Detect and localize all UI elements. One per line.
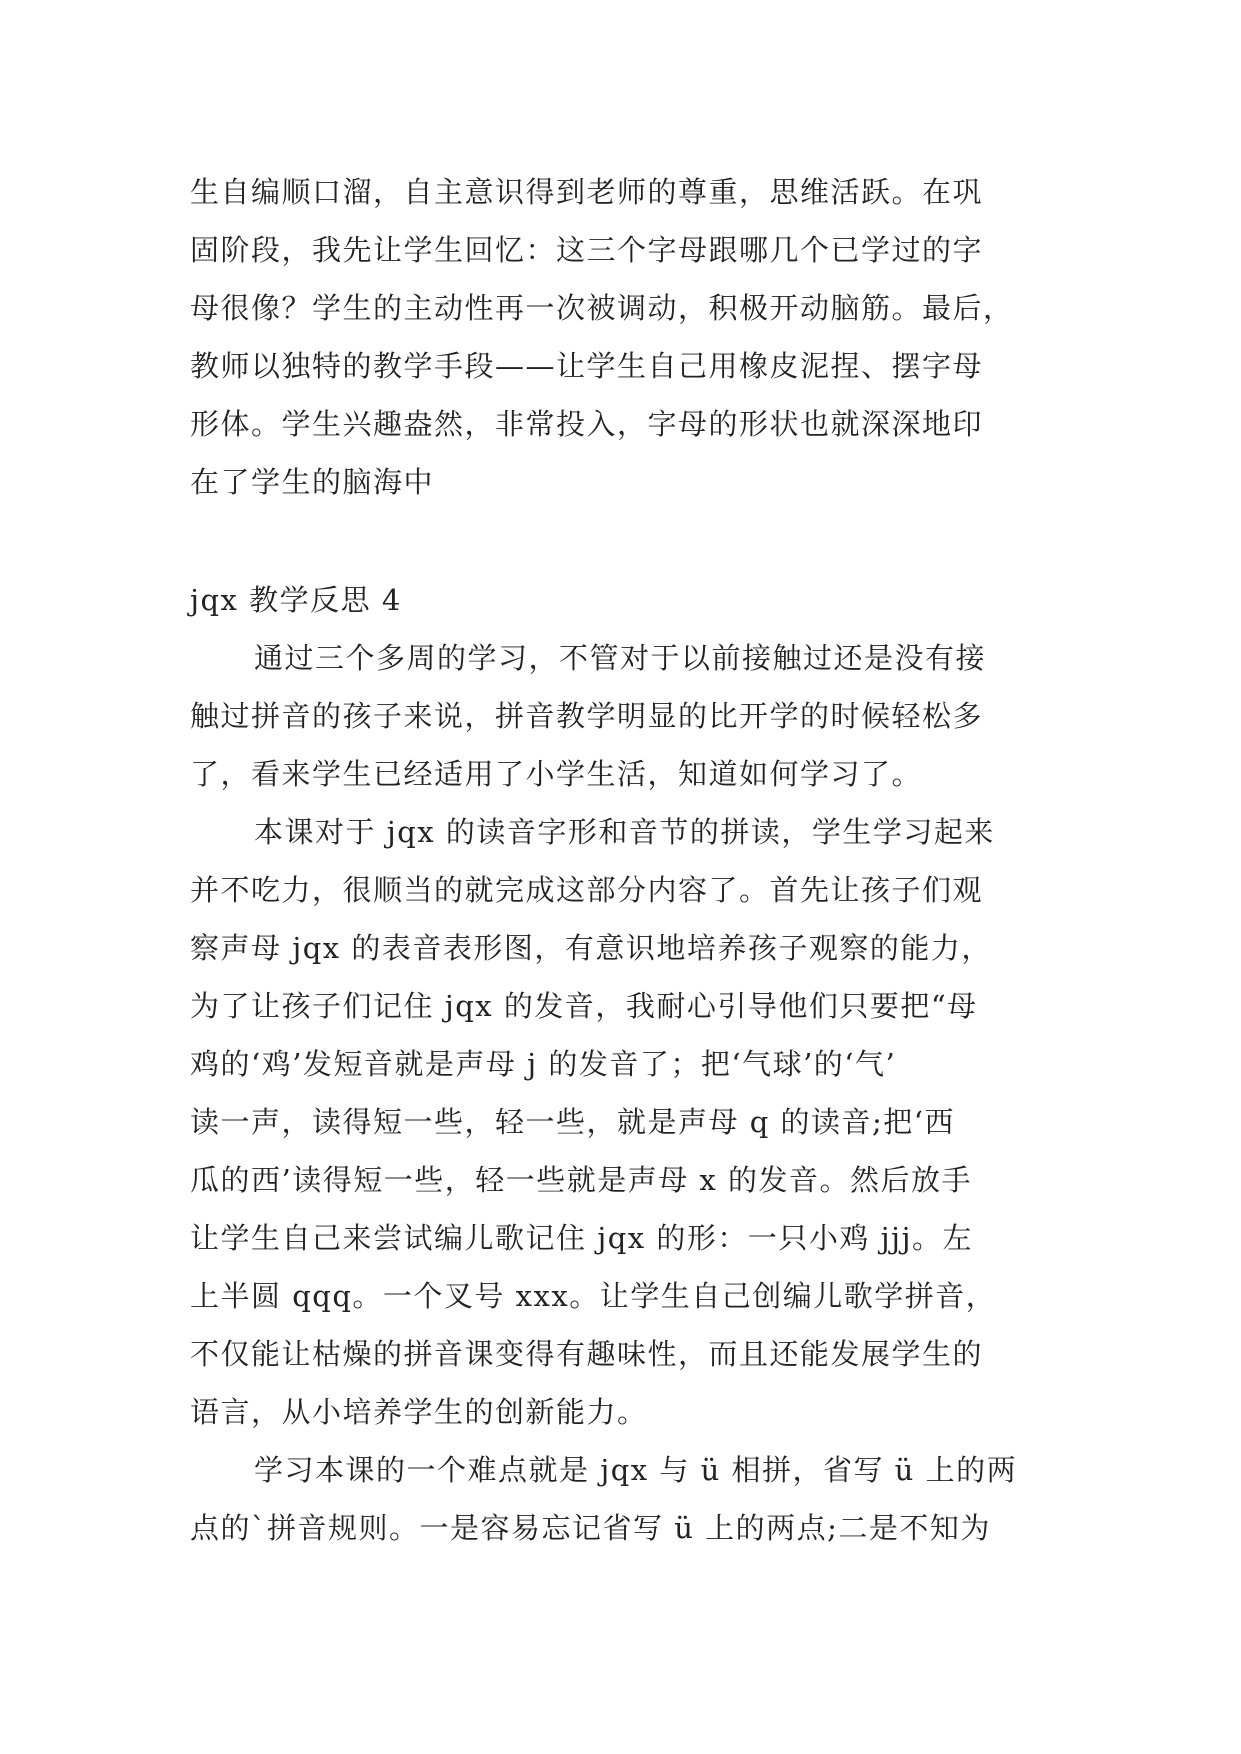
text-line: 通过三个多周的学习，不管对于以前接触过还是没有接 [254, 641, 987, 675]
text-line: 察声母 jqx 的表音表形图，有意识地培养孩子观察的能力， [190, 931, 992, 965]
text-line: 点的`拼音规则。一是容易忘记省写 ü 上的两点;二是不知为 [190, 1511, 991, 1545]
paragraph-1 [190, 629, 1050, 803]
document-body [190, 163, 1050, 1557]
text-line: 教师以独特的教学手段——让学生自己用橡皮泥捏、摆字母 [190, 349, 984, 383]
text-line: 生自编顺口溜，自主意识得到老师的尊重，思维活跃。在巩 [190, 175, 984, 209]
text-line: 鸡的‘鸡’发短音就是声母 j 的发音了；把‘气球’的‘气’ [190, 1047, 897, 1081]
text-line: 形体。学生兴趣盎然，非常投入，字母的形状也就深深地印 [190, 407, 984, 441]
text-line: 学习本课的一个难点就是 jqx 与 ü 相拼，省写 ü 上的两 [254, 1453, 1018, 1487]
paragraph-2 [190, 803, 1050, 1441]
section-heading: jqx 教学反思 4 [190, 583, 402, 617]
text-line: 瓜的西’读得短一些，轻一些就是声母 x 的发音。然后放手 [190, 1163, 973, 1197]
text-line: 并不吃力，很顺当的就完成这部分内容了。首先让孩子们观 [190, 873, 984, 907]
text-line: 固阶段，我先让学生回忆：这三个字母跟哪几个已学过的字 [190, 233, 984, 267]
previous-section-tail [190, 163, 1050, 511]
text-line: 不仅能让枯燥的拼音课变得有趣味性，而且还能发展学生的 [190, 1337, 984, 1371]
text-line: 在了学生的脑海中 [190, 465, 435, 499]
text-line: 触过拼音的孩子来说，拼音教学明显的比开学的时候轻松多 [190, 699, 984, 733]
text-line: 上半圆 qqq。一个叉号 xxx。让学生自己创编儿歌学拼音， [190, 1279, 997, 1313]
text-line: 语言，从小培养学生的创新能力。 [190, 1395, 648, 1429]
text-line: 本课对于 jqx 的读音字形和音节的拼读，学生学习起来 [254, 815, 995, 849]
text-line: 为了让孩子们记住 jqx 的发音，我耐心引导他们只要把“母 [190, 989, 978, 1023]
text-line: 让学生自己来尝试编儿歌记住 jqx 的形：一只小鸡 jjj。左 [190, 1221, 974, 1255]
text-line: 母很像？学生的主动性再一次被调动，积极开动脑筋。最后， [190, 291, 1014, 325]
section-spacer [190, 511, 1050, 571]
paragraph-3 [190, 1441, 1050, 1557]
text-line: 了，看来学生已经适用了小学生活，知道如何学习了。 [190, 757, 923, 791]
text-line: 读一声，读得短一些，轻一些，就是声母 q 的读音;把‘西 [190, 1105, 955, 1139]
